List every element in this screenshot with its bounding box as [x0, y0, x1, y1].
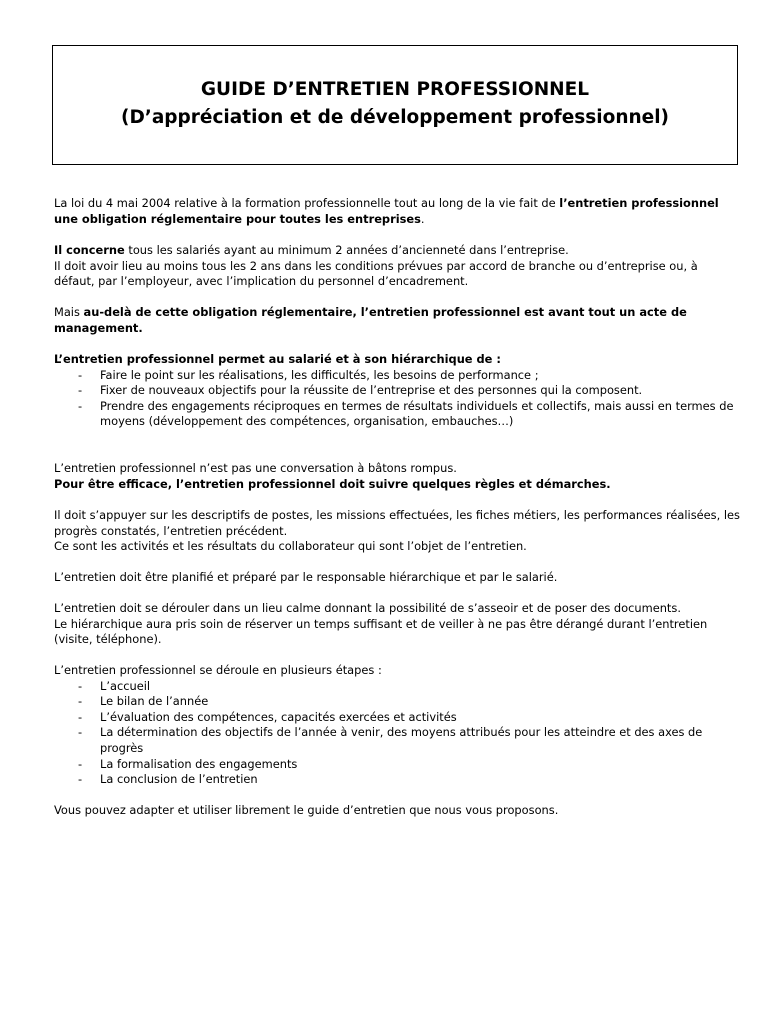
- document-title: GUIDE D’ENTRETIEN PROFESSIONNEL: [200, 79, 590, 100]
- list-item: [54, 725, 744, 741]
- dash-bullet: -: [78, 367, 83, 382]
- bold-text: au-delà de cette obligation réglementaire, l’entretien professionnel est avant tout un acte de: [83, 305, 687, 319]
- list-item-text: La conclusion de l’entretien: [100, 772, 258, 787]
- paragraph-line: défaut, par l’employeur, avec l’implication du personnel d’encadrement.: [54, 274, 469, 289]
- dash-bullet: -: [78, 709, 83, 724]
- paragraph-scope: [54, 243, 744, 290]
- paragraph-line: [54, 212, 744, 228]
- list-item-text: L’évaluation des compétences, capacités exercées et activités: [100, 709, 457, 724]
- dash-bullet: -: [78, 772, 83, 787]
- list-item-text: La détermination des objectifs de l’année à venir, des moyens attribués pour les atteindre et des axes de: [100, 725, 703, 740]
- list-item: [54, 710, 744, 726]
- list-item-text: L’accueil: [100, 678, 151, 693]
- paragraph-line: management.: [54, 320, 143, 335]
- dash-bullet: -: [78, 725, 83, 740]
- objectives-list: [54, 368, 744, 430]
- document-subtitle: (D’appréciation et de développement professionnel): [120, 107, 670, 128]
- paragraph-efficiency: [54, 461, 744, 492]
- steps-section: [54, 663, 744, 788]
- list-item-text: La formalisation des engagements: [100, 756, 298, 771]
- text-span: tous les salariés ayant au minimum 2 années d’ancienneté dans l’entreprise.: [124, 243, 569, 257]
- list-item-continuation: [54, 741, 744, 757]
- list-item: [54, 679, 744, 695]
- list-item-text: Prendre des engagements réciproques en termes de résultats individuels et collectifs, mais aussi en termes de: [100, 398, 734, 413]
- paragraph-line: [54, 243, 744, 259]
- list-item-text: moyens (développement des compétences, organisation, embauches…): [100, 414, 514, 429]
- bold-text: Il concerne: [54, 243, 125, 257]
- dash-bullet: -: [78, 756, 83, 771]
- paragraph-closing: [54, 803, 744, 819]
- paragraph-line: progrès constatés, l’entretien précédent.: [54, 523, 288, 538]
- dash-bullet: -: [78, 398, 83, 413]
- paragraph-location: [54, 601, 744, 648]
- title-box: [52, 45, 738, 165]
- paragraph-management: [54, 305, 744, 336]
- paragraph-line: [54, 305, 744, 321]
- paragraph-line: L’entretien doit être planifié et préparé par le responsable hiérarchique et par le salarié.: [54, 570, 558, 584]
- list-item-text: Fixer de nouveaux objectifs pour la réussite de l’entreprise et des personnes qui la composent.: [100, 383, 643, 398]
- paragraph-line: [54, 196, 744, 212]
- dash-bullet: -: [78, 694, 83, 709]
- text-span: Mais: [54, 305, 84, 319]
- dash-bullet: -: [78, 678, 83, 693]
- text-span: La loi du 4 mai 2004 relative à la formation professionnelle tout au long de la vie fait de: [54, 196, 560, 210]
- list-item: [54, 757, 744, 773]
- list-item: [54, 772, 744, 788]
- paragraph-line: Il doit avoir lieu au moins tous les 2 ans dans les conditions prévues par accord de branche ou d’entreprise ou, à: [54, 258, 698, 273]
- paragraph-line: Ce sont les activités et les résultats du collaborateur qui sont l’objet de l’entretien.: [54, 539, 527, 554]
- list-item: [54, 383, 744, 399]
- paragraph-line: L’entretien doit se dérouler dans un lieu calme donnant la possibilité de s’asseoir et de poser des documents.: [54, 601, 681, 615]
- list-item: [54, 368, 744, 384]
- section-heading: L’entretien professionnel permet au salarié et à son hiérarchique de :: [54, 352, 501, 366]
- list-item-continuation: [54, 414, 744, 430]
- paragraph-planning: [54, 570, 744, 586]
- list-item-text: progrès: [100, 740, 144, 755]
- objectives-section: [54, 352, 744, 430]
- paragraph-line: Pour être efficace, l’entretien professionnel doit suivre quelques règles et démarches.: [54, 476, 611, 491]
- steps-list: [54, 679, 744, 788]
- list-item-text: Faire le point sur les réalisations, les difficultés, les besoins de performance ;: [100, 367, 539, 382]
- list-item: [54, 399, 744, 415]
- paragraph-line: (visite, téléphone).: [54, 632, 162, 647]
- list-item-text: Le bilan de l’année: [100, 694, 209, 709]
- dash-bullet: -: [78, 383, 83, 398]
- steps-intro: L’entretien professionnel se déroule en plusieurs étapes :: [54, 663, 382, 677]
- bold-text: l’entretien professionnel: [559, 196, 719, 210]
- bold-text: une obligation réglementaire pour toutes les entreprises: [54, 211, 421, 226]
- paragraph-line: L’entretien professionnel n’est pas une conversation à bâtons rompus.: [54, 461, 457, 475]
- paragraph-line: Vous pouvez adapter et utiliser librement le guide d’entretien que nous vous proposons.: [54, 803, 559, 817]
- paragraph-basis: [54, 508, 744, 555]
- list-item: [54, 694, 744, 710]
- paragraph-line: Il doit s’appuyer sur les descriptifs de postes, les missions effectuées, les fiches métiers, les performances réalisées, les: [54, 508, 740, 522]
- paragraph-line: Le hiérarchique aura pris soin de réserver un temps suffisant et de veiller à ne pas être dérangé durant l’entretien: [54, 616, 708, 631]
- paragraph-law: [54, 196, 744, 227]
- text-span: .: [420, 211, 425, 226]
